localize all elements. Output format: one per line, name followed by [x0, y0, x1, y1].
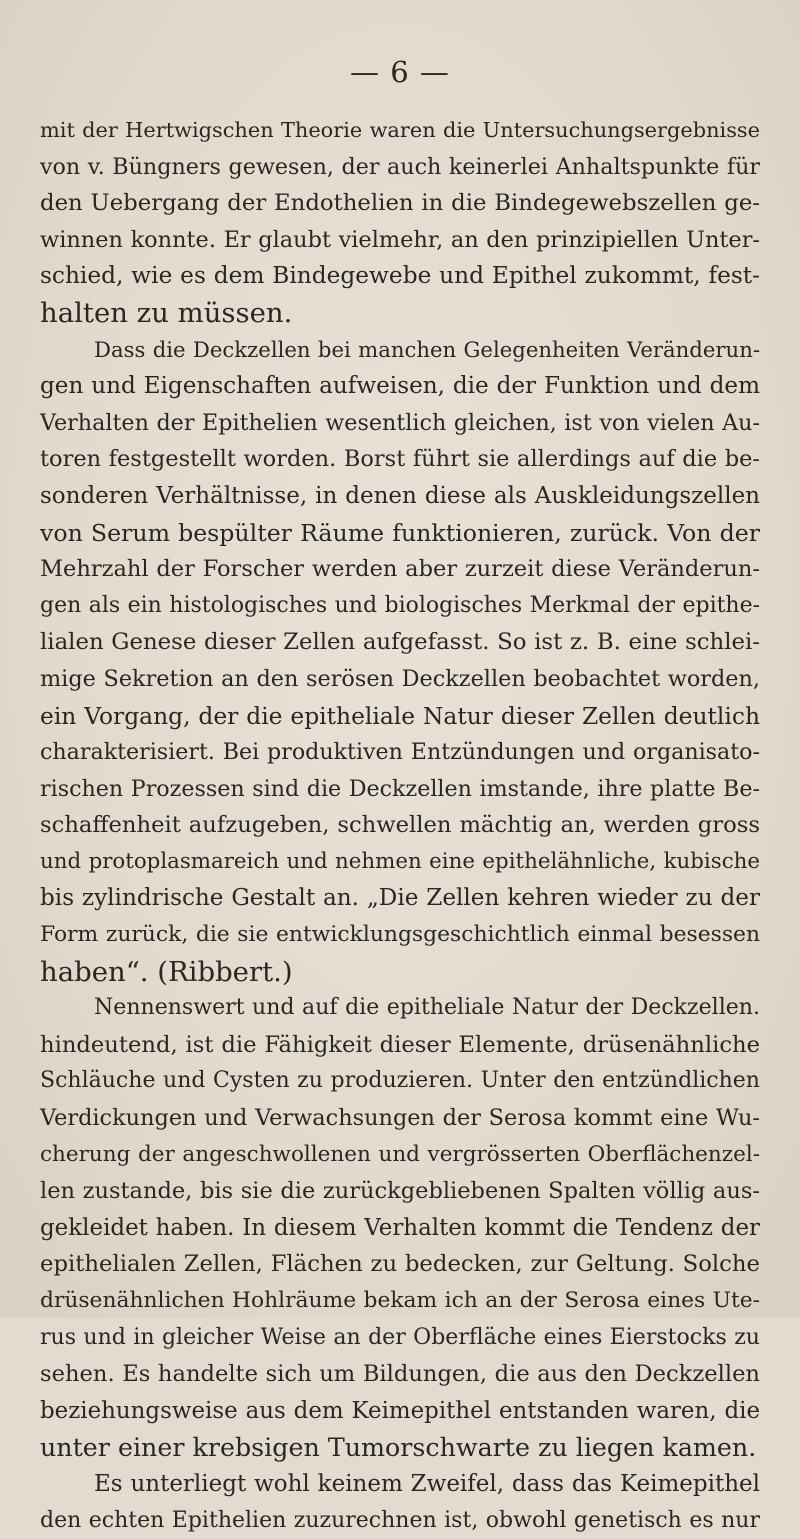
paragraph-start: Es unterliegt wohl keinem Zweifel, dass das Keimepithel [94, 1470, 760, 1497]
text-line: gekleidet haben. In diesem Verhalten kommt die Tendenz der [40, 1214, 760, 1241]
page-number: — 6 — [350, 55, 450, 89]
text-line: von Serum bespülter Räume funktionieren, zurück. Von der [40, 518, 760, 547]
text-line: beziehungsweise aus dem Keimepithel entstanden waren, die [40, 1397, 760, 1424]
text-line: sonderen Verhältnisse, in denen diese als Auskleidungszellen [40, 482, 760, 509]
text-line: len zustande, bis sie die zurückgebliebenen Spalten völlig aus- [40, 1178, 760, 1205]
text-line: schied, wie es dem Bindegewebe und Epithel zukommt, fest- [40, 262, 760, 290]
paragraph-start: Nennenswert und auf die epitheliale Natur der Deckzellen. [94, 995, 760, 1021]
text-line: winnen konnte. Er glaubt vielmehr, an den prinzipiellen Unter- [40, 226, 760, 253]
text-line: Mehrzahl der Forscher werden aber zurzeit diese Veränderun- [40, 556, 760, 583]
text-line: und protoplasmareich und nehmen eine epithelähnliche, kubische [40, 848, 760, 874]
text-line: cherung der angeschwollenen und vergrösserten Oberflächenzel- [40, 1141, 760, 1167]
text-line: gen und Eigenschaften aufweisen, die der Funktion und dem [40, 373, 760, 400]
text-line: unter einer krebsigen Tumorschwarte zu liegen kamen. [40, 1432, 757, 1463]
text-line: Form zurück, die sie entwicklungsgeschichtlich einmal besessen [40, 922, 760, 948]
paragraph-start: Dass die Deckzellen bei manchen Gelegenheiten Veränderun- [94, 336, 760, 362]
body-text [40, 112, 760, 1539]
text-line: bis zylindrische Gestalt an. „Die Zellen kehren wieder zu der [40, 885, 760, 912]
text-line: ein Vorgang, der die epitheliale Natur dieser Zellen deutlich [40, 701, 760, 730]
text-line: gen als ein histologisches und biologisches Merkmal der epithe- [40, 592, 760, 618]
text-line: von v. Büngners gewesen, der auch keinerlei Anhaltspunkte für [40, 153, 760, 180]
text-line: Verhalten der Epithelien wesentlich gleichen, ist von vielen Au- [40, 409, 760, 436]
text-line: den echten Epithelien zuzurechnen ist, obwohl genetisch es nur [40, 1507, 760, 1533]
text-line: toren festgestellt worden. Borst führt sie allerdings auf die be- [40, 446, 760, 473]
text-line: rischen Prozessen sind die Deckzellen imstande, ihre platte Be- [40, 775, 760, 802]
text-line: lialen Genese dieser Zellen aufgefasst. So ist z. B. eine schlei- [40, 629, 760, 656]
text-line: hindeutend, ist die Fähigkeit dieser Elemente, drüsenähnliche [40, 1031, 760, 1058]
text-line: mige Sekretion an den serösen Deckzellen beobachtet worden, [40, 665, 760, 692]
text-line: den Uebergang der Endothelien in die Bindegewebszellen ge- [40, 190, 760, 217]
text-line: haben“. (Ribbert.) [40, 955, 293, 988]
text-line: sehen. Es handelte sich um Bildungen, die aus den Deckzellen [40, 1361, 760, 1388]
text-line: Schläuche und Cysten zu produzieren. Unter den entzündlichen [40, 1068, 760, 1094]
text-line: Verdickungen und Verwachsungen der Serosa kommt eine Wu- [40, 1105, 760, 1132]
text-line: mit der Hertwigschen Theorie waren die Untersuchungsergebnisse [40, 118, 760, 142]
text-line: halten zu müssen. [40, 296, 293, 329]
text-line: rus und in gleicher Weise an der Oberfläche eines Eierstocks zu [40, 1324, 760, 1350]
text-line: drüsenähnlichen Hohlräume bekam ich an der Serosa eines Ute- [40, 1288, 760, 1313]
text-line: charakterisiert. Bei produktiven Entzündungen und organisato- [40, 739, 760, 766]
text-line: schaffenheit aufzugeben, schwellen mächtig an, werden gross [40, 812, 760, 839]
text-line: epithelialen Zellen, Flächen zu bedecken, zur Geltung. Solche [40, 1251, 760, 1278]
